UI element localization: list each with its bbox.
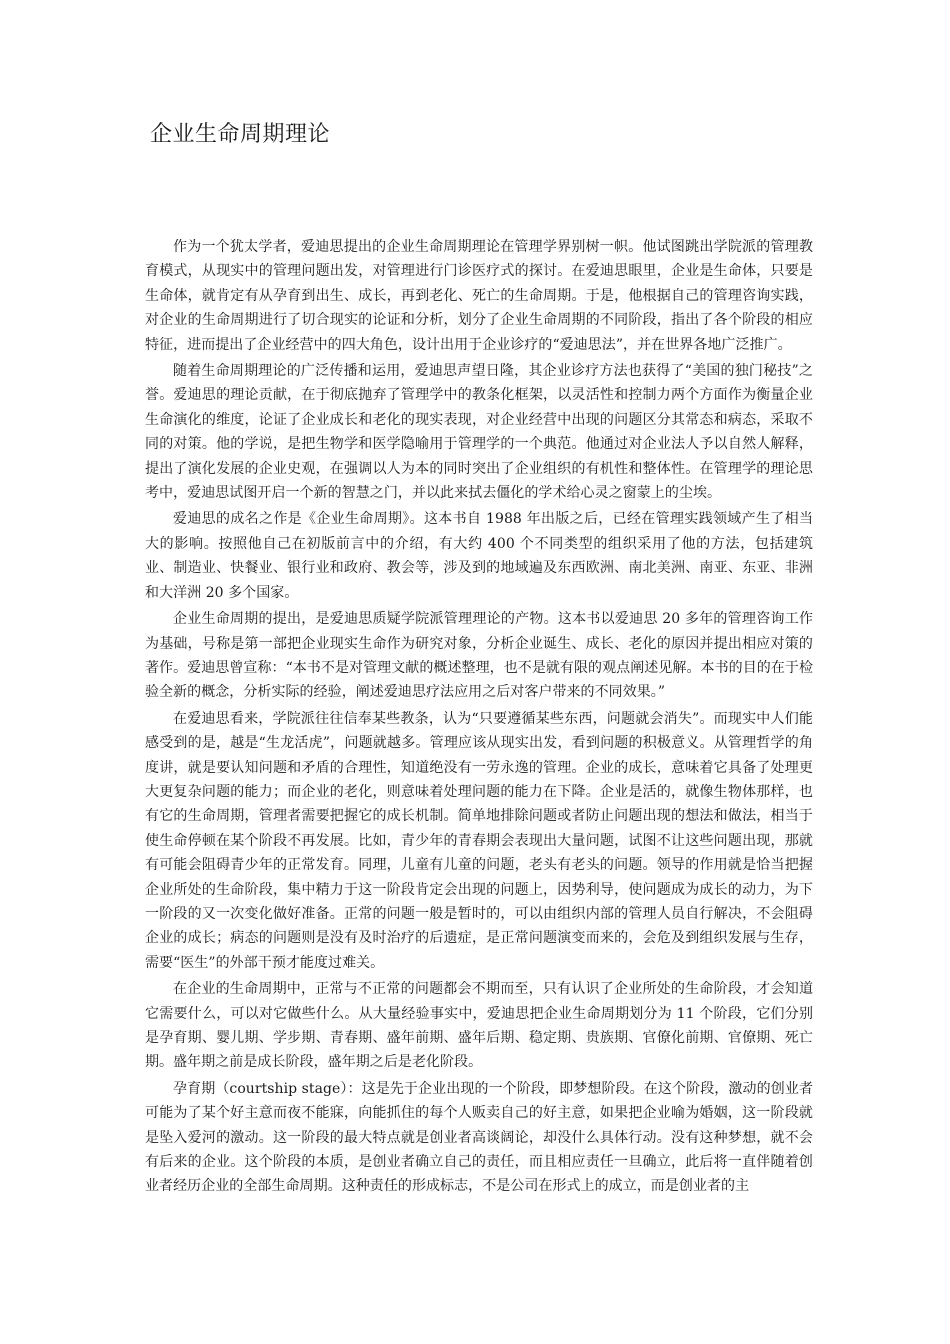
paragraph-5: 在爱迪思看来，学院派往往信奉某些教条，认为“只要遵循某些东西，问题就会消失”。而现实中人们能感受到的是，越是“生龙活虎”，问题就越多。管理应该从现实出发，看到问题的积极意义。从管理哲学的角度讲，就是要认知问题和矛盾的合理性，知道绝没有一劳永逸的管理。企业的成长，意味着它具备了处理更大更复杂问题的能力；而企业的老化，则意味着处理问题的能力在下降。企业是活的，就像生物体那样，也有它的生命周期，管理者需要把握它的成长机制。简单地排除问题或者防止问题出现的想法和做法，相当于使生命停顿在某个阶段不再发展。比如，青少年的青春期会表现出大量问题，试图不让这些问题出现，那就有可能会阻碍青少年的正常发育。同理，儿童有儿童的问题，老头有老头的问题。领导的作用就是恰当把握企业所处的生命阶段，集中精力于这一阶段肯定会出现的问题上，因势利导，使问题成为成长的动力，为下一阶段的又一次变化做好准备。正常的问题一般是暂时的，可以由组织内部的管理人员自行解决，不会阻碍企业的成长；病态的问题则是没有及时治疗的后遗症，是正常问题演变而来的，会危及到组织发展与生存，需要“医生”的外部干预才能度过难关。	[145, 710, 813, 971]
paragraph-1: 作为一个犹太学者，爱迪思提出的企业生命周期理论在管理学界别树一帜。他试图跳出学院派的管理教育模式，从现实中的管理问题出发，对管理进行门诊医疗式的探讨。在爱迪思眼里，企业是生命体，只要是生命体，就肯定有从孕育到出生、成长，再到老化、死亡的生命周期。于是，他根据自己的管理咨询实践，对企业的生命周期进行了切合现实的论证和分析，划分了企业生命周期的不同阶段，指出了各个阶段的相应特征，进而提出了企业经营中的四大角色，设计出用于企业诊疗的“爱迪思法”，并在世界各地广泛推广。	[145, 239, 813, 353]
paragraph-7: 孕育期（courtship stage）：这是先于企业出现的一个阶段，即梦想阶段。在这个阶段，激动的创业者可能为了某个好主意而夜不能寐，向能抓住的每个人贩卖自己的好主意，如果把企业喻为婚姻，这一阶段就是坠入爱河的激动。这一阶段的最大特点就是创业者高谈阔论，却没什么具体行动。没有这种梦想，就不会有后来的企业。这个阶段的本质，是创业者确立自己的责任，而且相应责任一旦确立，此后将一直伴随着创业者经历企业的全部生命周期。这种责任的形成标志，不是公司在形式上的成立，而是创业者的主	[145, 1080, 813, 1195]
document-body	[145, 235, 813, 1201]
paragraph-6: 在企业的生命周期中，正常与不正常的问题都会不期而至，只有认识了企业所处的生命阶段，才会知道它需要什么，可以对它做些什么。从大量经验事实中，爱迪思把企业生命周期划分为 11 个阶段，它们分别是孕育期、婴儿期、学步期、青春期、盛年前期、盛年后期、稳定期、贵族期、官僚化前期、官僚期、死亡期。盛年期之前是成长阶段，盛年期之后是老化阶段。	[145, 981, 813, 1071]
document-title: 企业生命周期理论	[150, 122, 331, 147]
paragraph-2: 随着生命周期理论的广泛传播和运用，爱迪思声望日隆，其企业诊疗方法也获得了“美国的独门秘技”之誉。爱迪思的理论贡献，在于彻底抛弃了管理学中的教条化框架，以灵活性和控制力两个方面作为衡量企业生命演化的维度，论证了企业成长和老化的现实表现，对企业经营中出现的问题区分其常态和病态，采取不同的对策。他的学说，是把生物学和医学隐喻用于管理学的一个典范。他通过对企业法人予以自然人解释，提出了演化发展的企业史观，在强调以人为本的同时突出了企业组织的有机性和整体性。在管理学的理论思考中，爱迪思试图开启一个新的智慧之门，并以此来拭去僵化的学术给心灵之窗蒙上的尘埃。	[145, 363, 813, 502]
paragraph-4: 企业生命周期的提出，是爱迪思质疑学院派管理理论的产物。这本书以爱迪思 20 多年的管理咨询工作为基础，号称是第一部把企业现实生命作为研究对象，分析企业诞生、成长、老化的原因并提出相应对策的著作。爱迪思曾宣称：“本书不是对管理文献的概述整理，也不是就有限的观点阐述见解。本书的目的在于检验全新的概念，分析实际的经验，阐述爱迪思疗法应用之后对客户带来的不同效果。”	[145, 611, 813, 701]
paragraph-3: 爱迪思的成名之作是《企业生命周期》。这本书自 1988 年出版之后，已经在管理实践领域产生了相当大的影响。按照他自己在初版前言中的介绍，有大约 400 个不同类型的组织采用了他的方法，包括建筑业、制造业、快餐业、银行业和政府、教会等，涉及到的地域遍及东西欧洲、南北美洲、南亚、东亚、非洲和大洋洲 20 多个国家。	[145, 511, 813, 601]
